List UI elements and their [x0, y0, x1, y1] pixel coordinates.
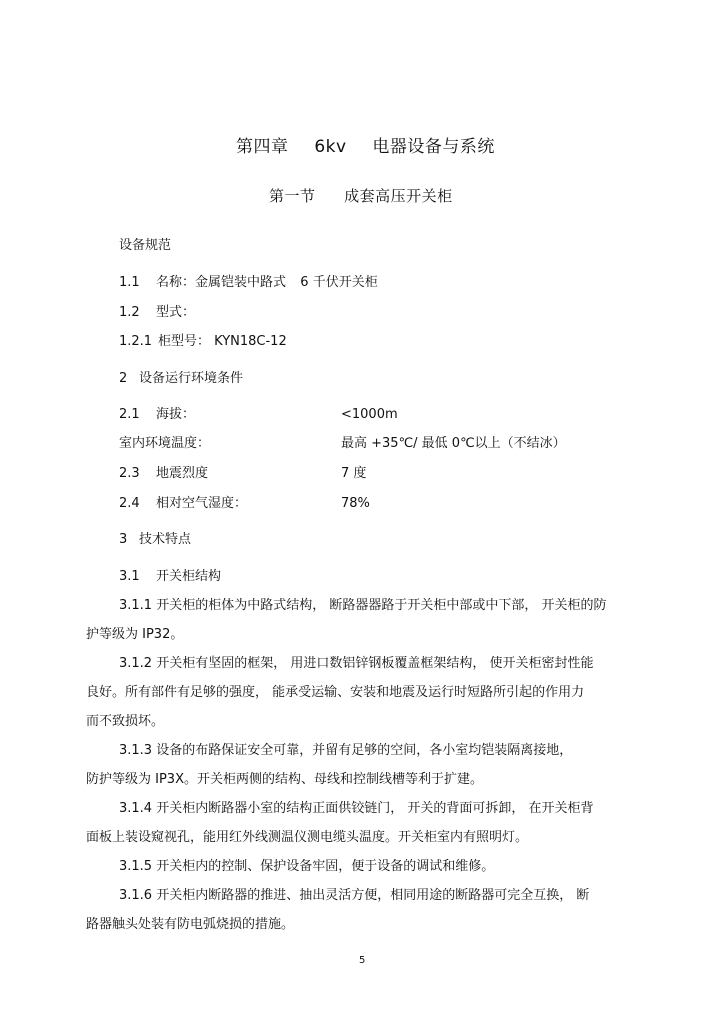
item-2: [119, 371, 243, 387]
para-3-1-5-line-1: 3.1.5 开关柜内的控制、保护设备牢固，便于设备的调试和维修。: [119, 859, 495, 874]
item-2-4-value: 78%: [341, 496, 370, 511]
item-1-2: [119, 305, 195, 321]
para-3-1-4-line-1: 3.1.4 开关柜内断路器小室的结构正面供铰链门， 开关的背面可拆卸， 在开关柜背: [119, 801, 594, 816]
page-number: 5: [359, 955, 366, 966]
indoor-temp-value: 最高 +35℃/ 最低 0℃以上（不结冰）: [341, 436, 566, 451]
chapter-name: 电器设备与系统: [372, 137, 495, 157]
item-number: 2.1: [119, 407, 140, 422]
item-label: 设备运行环境条件: [139, 371, 244, 386]
item-2-4: [119, 496, 247, 512]
item-value: 6 千伏开关柜: [300, 275, 378, 290]
item-number: 3: [119, 532, 128, 547]
para-3-1-2-line-2: 良好。所有部件有足够的强度， 能承受运输、安装和地震及运行时短路所引起的作用力: [86, 685, 585, 700]
item-2-3-value: 7 度: [341, 466, 367, 481]
item-2-1-value: <1000m: [341, 407, 398, 422]
para-3-1-2-line-3: 而不致损坏。: [86, 714, 165, 729]
chapter-voltage: 6kv: [314, 137, 347, 157]
section-title: [269, 185, 453, 206]
item-label: 相对空气湿度：: [156, 496, 248, 511]
item-2-1: [119, 407, 195, 423]
indoor-temp-label: 室内环境温度：: [119, 436, 211, 451]
section-number: 第一节: [269, 187, 316, 205]
item-2-3: [119, 466, 208, 482]
item-label: 名称：金属铠装中路式: [156, 275, 287, 290]
chapter-title: [236, 132, 495, 157]
para-3-1-6-line-1: 3.1.6 开关柜内断路器的推进、抽出灵活方便，相同用途的断路器可完全互换， 断: [119, 888, 590, 903]
item-number: 2.4: [119, 496, 140, 511]
item-number: 2.3: [119, 466, 140, 481]
item-1-1: [119, 275, 378, 291]
item-number: 3.1: [119, 569, 140, 584]
item-number: 1.2.1: [119, 334, 153, 349]
section-name: 成套高压开关柜: [344, 187, 453, 205]
item-label: 型式：: [156, 305, 196, 320]
para-3-1-1-line-1: 3.1.1 开关柜的柜体为中路式结构， 断路器器路于开关柜中部或中下部， 开关柜的防: [119, 598, 607, 613]
item-3: [119, 532, 191, 548]
para-3-1-3-line-2: 防护等级为 IP3X。开关柜两侧的结构、母线和控制线槽等利于扩建。: [86, 772, 483, 787]
item-3-1: [119, 569, 221, 585]
item-number: 2: [119, 371, 128, 386]
item-label: 开关柜结构: [156, 569, 222, 584]
para-3-1-6-line-2: 路器触头处装有防电弧烧损的措施。: [86, 917, 295, 932]
item-number: 1.2: [119, 305, 140, 320]
para-3-1-1-line-2: 护等级为 IP32。: [86, 627, 184, 642]
para-3-1-4-line-2: 面板上装设窥视孔，能用红外线测温仪测电缆头温度。开关柜室内有照明灯。: [86, 830, 529, 845]
spec-heading: 设备规范: [119, 238, 172, 253]
item-label: 技术特点: [139, 532, 192, 547]
item-label: 地震烈度: [156, 466, 209, 481]
chapter-number: 第四章: [236, 137, 289, 157]
item-1-2-1: [119, 334, 287, 350]
para-3-1-3-line-1: 3.1.3 设备的布路保证安全可靠，并留有足够的空间，各小室均铠装隔离接地，: [119, 743, 573, 758]
para-3-1-2-line-1: 3.1.2 开关柜有坚固的框架， 用进口数铝锌钢板覆盖框架结构， 使开关柜密封性能: [119, 656, 594, 671]
item-label: 柜型号： KYN18C-12: [158, 334, 287, 349]
item-label: 海拔：: [156, 407, 196, 422]
item-number: 1.1: [119, 275, 140, 290]
